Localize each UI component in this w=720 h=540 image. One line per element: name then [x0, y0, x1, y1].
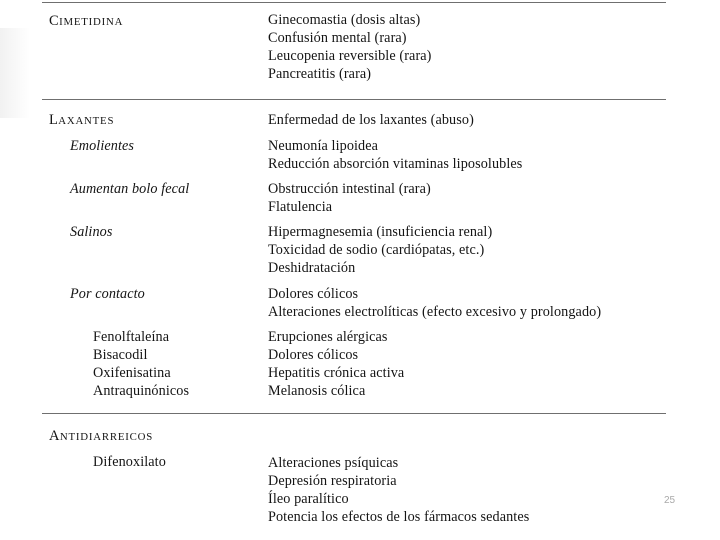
effect-line: Íleo paralítico	[268, 491, 349, 507]
effect-line: Alteraciones electrolíticas (efecto excesivo y prolongado)	[268, 304, 602, 320]
page-number: 25	[664, 495, 676, 506]
effect-line: Ginecomastia (dosis altas)	[268, 12, 421, 28]
effect-line: Dolores cólicos	[268, 286, 359, 302]
effect-line: Toxicidad de sodio (cardiópatas, etc.)	[268, 242, 485, 258]
subgroup-emolientes: Emolientes	[70, 138, 135, 154]
drug-name: Fenolftaleína	[93, 329, 170, 345]
effect-line: Depresión respiratoria	[268, 473, 397, 489]
section-heading-cimetidina	[49, 12, 123, 31]
heading-rest: IMETIDINA	[59, 16, 124, 28]
effect-line: Alteraciones psíquicas	[268, 455, 399, 471]
effect-line: Reducción absorción vitaminas liposolubles	[268, 156, 523, 172]
subgroup-aumentan-bolo-fecal: Aumentan bolo fecal	[70, 181, 190, 197]
effect-line: Pancreatitis (rara)	[268, 66, 372, 82]
effect-line: Neumonía lipoidea	[268, 138, 379, 154]
effect-line: Erupciones alérgicas	[268, 329, 388, 345]
effect-line: Hipermagnesemia (insuficiencia renal)	[268, 224, 493, 240]
section-divider	[42, 99, 666, 100]
drug-name: Difenoxilato	[93, 454, 166, 470]
effect-line: Flatulencia	[268, 199, 333, 215]
scan-smudge	[0, 28, 30, 118]
effect-line: Potencia los efectos de los fármacos sedantes	[268, 509, 530, 525]
section-heading-antidiarreicos	[49, 427, 153, 446]
heading-rest: AXANTES	[58, 115, 115, 127]
heading-rest: NTIDIARREICOS	[59, 431, 154, 443]
heading-initial: L	[49, 112, 59, 128]
effect-line: Hepatitis crónica activa	[268, 365, 405, 381]
effect-line: Melanosis cólica	[268, 383, 366, 399]
effect-line: Confusión mental (rara)	[268, 30, 407, 46]
drug-name: Antraquinónicos	[93, 383, 190, 399]
effect-line: Deshidratación	[268, 260, 356, 276]
heading-initial: C	[49, 13, 60, 29]
subgroup-salinos: Salinos	[70, 224, 113, 240]
effect-line: Dolores cólicos	[268, 347, 359, 363]
drug-name: Oxifenisatina	[93, 365, 171, 381]
section-divider	[42, 413, 666, 414]
effect-line: Enfermedad de los laxantes (abuso)	[268, 112, 474, 128]
heading-initial: A	[49, 428, 60, 444]
effect-line: Obstrucción intestinal (rara)	[268, 181, 431, 197]
drug-name: Bisacodil	[93, 347, 148, 363]
section-heading-laxantes	[49, 111, 114, 130]
effect-line: Leucopenia reversible (rara)	[268, 48, 432, 64]
section-divider	[42, 2, 666, 3]
subgroup-por-contacto: Por contacto	[70, 286, 145, 302]
